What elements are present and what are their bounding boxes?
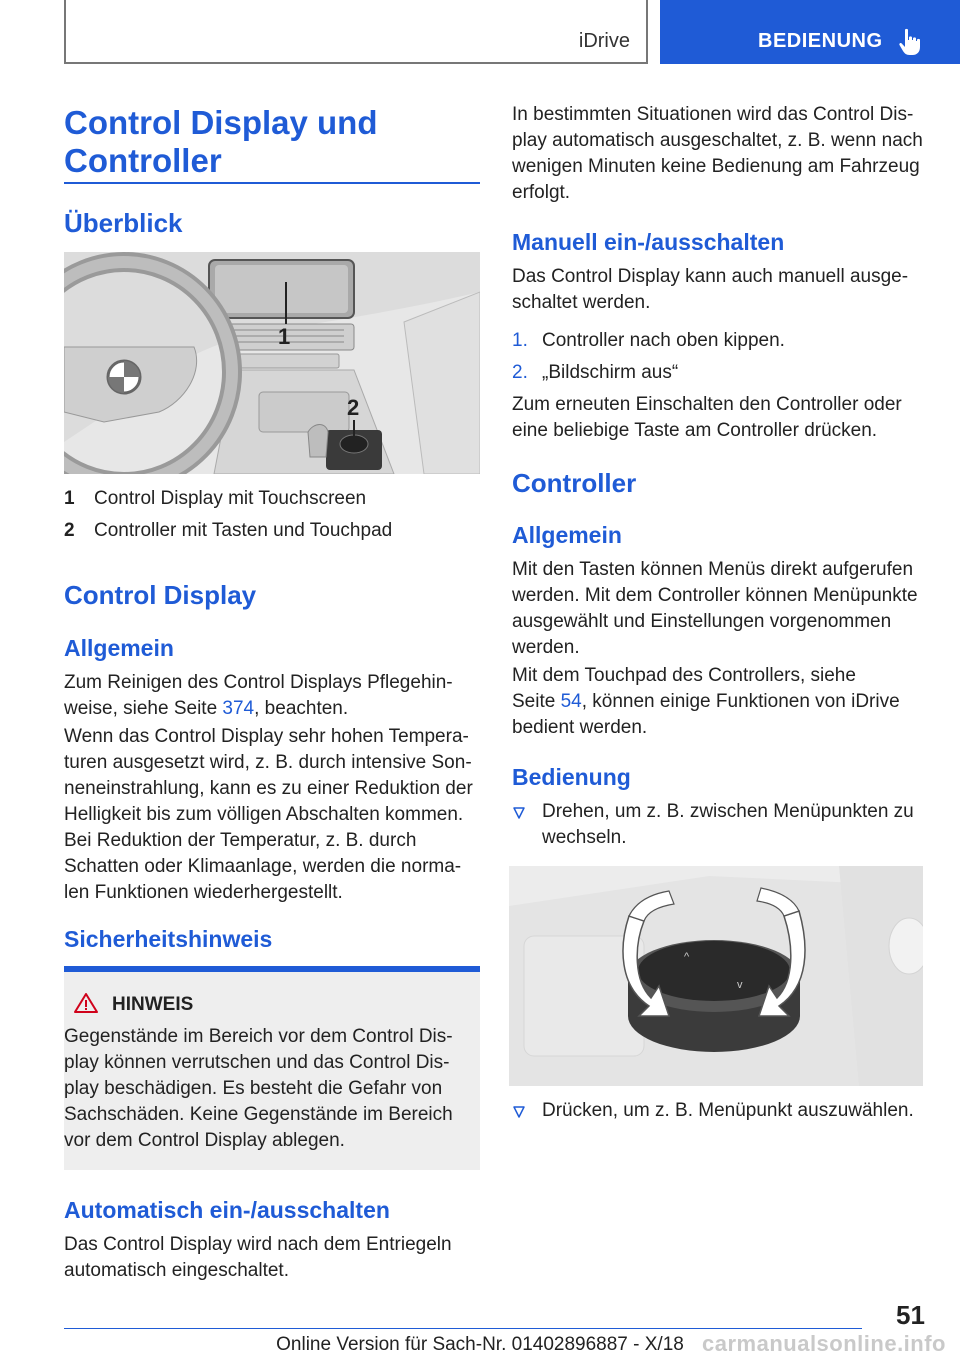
text-line: play können verrutschen und das Control Dis‐ — [64, 1052, 450, 1073]
text-line: weise, siehe Seite — [64, 698, 223, 719]
text-line: ausgewählt und Einstellungen vorgenommen — [512, 611, 892, 632]
text-line: Wenn das Control Display sehr hohen Tempera‐ — [64, 726, 469, 747]
bullet-item — [0, 799, 940, 851]
safety-heading: Sicherheitshinweis — [64, 926, 273, 952]
step-item — [0, 360, 940, 386]
general-heading: Allgemein — [64, 635, 174, 661]
page-title — [64, 104, 484, 180]
page-link-54[interactable]: 54 — [560, 691, 582, 712]
reenable-paragraph — [512, 392, 932, 444]
controller-rotation-image — [509, 866, 923, 1086]
legend-number: 1 — [64, 488, 75, 509]
watermark: carmanualsonline.info — [702, 1331, 946, 1356]
manual-paragraph — [512, 264, 932, 316]
chapter-tab — [660, 0, 960, 64]
manual-heading: Manuell ein-/ausschalten — [512, 229, 785, 255]
page-number: 51 — [896, 1300, 925, 1330]
text-line: erfolgt. — [512, 182, 571, 203]
bullet-text — [542, 799, 914, 851]
legend-item — [0, 486, 480, 512]
touchpad-paragraph — [512, 663, 932, 741]
text-line: schaltet werden. — [512, 292, 651, 313]
page-link-374[interactable]: 374 — [222, 698, 255, 719]
text-line: wenigen Minuten keine Bedienung am Fahrzeug — [512, 156, 920, 177]
chapter-label: BEDIENUNG — [758, 30, 883, 52]
text-line: Mit den Tasten können Menüs direkt aufgerufen — [512, 559, 914, 580]
text-line: werden. — [512, 637, 580, 658]
text-line: wechseln. — [542, 827, 627, 848]
page-title-line1: Control Display und — [64, 104, 378, 141]
text-line: Drehen, um z. B. zwischen Menüpunkten zu — [542, 801, 914, 822]
text-line: Bei Reduktion der Temperatur, z. B. durch — [64, 830, 417, 851]
text-line: eine beliebige Taste am Controller drücken. — [512, 420, 878, 441]
text-line: play automatisch ausgeschaltet, z. B. wenn nach — [512, 130, 923, 151]
callout-2: 2 — [347, 395, 360, 420]
step-item — [0, 328, 940, 354]
auto-heading: Automatisch ein-/ausschalten — [64, 1197, 390, 1223]
hand-pointer-icon — [894, 26, 926, 58]
text-line: , beachten. — [254, 698, 349, 719]
text-line: In bestimmten Situationen wird das Control Dis‐ — [512, 104, 914, 125]
text-line: Mit dem Touchpad des Controllers, siehe — [512, 665, 856, 686]
warning-triangle-icon — [73, 992, 99, 1014]
text-line: play beschädigen. Es besteht die Gefahr von — [64, 1078, 443, 1099]
svg-text:v: v — [737, 979, 743, 991]
text-line: neneinstrahlung, kann es zu einer Reduktion der — [64, 778, 473, 799]
page-title-line2: Controller — [64, 142, 222, 179]
text-line: len Funktionen wiederhergestellt. — [64, 882, 343, 903]
controller-general-heading: Allgemein — [512, 522, 622, 548]
text-line: Sachschäden. Keine Gegenstände im Bereich — [64, 1104, 453, 1125]
legend-number: 2 — [64, 520, 75, 541]
intro-paragraph — [512, 102, 932, 206]
bullet-item — [0, 1098, 940, 1124]
operation-heading: Bedienung — [512, 764, 631, 790]
text-line: Das Control Display kann auch manuell ausge‐ — [512, 266, 909, 287]
svg-text:^: ^ — [684, 951, 690, 963]
step-number: 2. — [512, 362, 528, 383]
auto-paragraph — [64, 1232, 484, 1284]
legend-text: Control Display mit Touchscreen — [94, 488, 367, 509]
text-line: turen ausgesetzt wird, z. B. durch intensive Son‐ — [64, 752, 472, 773]
legend-text: Controller mit Tasten und Touchpad — [94, 520, 393, 541]
text-line: automatisch eingeschaltet. — [64, 1260, 289, 1281]
text-line: , können einige Funktionen von iDrive — [581, 691, 900, 712]
controller-paragraph — [512, 557, 932, 661]
warning-text — [64, 1024, 480, 1154]
cleaning-paragraph — [64, 670, 484, 722]
title-divider — [64, 182, 480, 184]
footer-divider — [64, 1328, 862, 1329]
text-line: vor dem Control Display ablegen. — [64, 1130, 345, 1151]
legend-item — [0, 518, 480, 544]
bullet-triangle-icon — [512, 1105, 526, 1119]
text-line: Seite — [512, 691, 561, 712]
step-text: „Bildschirm aus“ — [542, 362, 679, 383]
text-line: Gegenstände im Bereich vor dem Control Dis‐ — [64, 1026, 453, 1047]
control-display-heading: Control Display — [64, 580, 257, 610]
text-line: Das Control Display wird nach dem Entriegeln — [64, 1234, 452, 1255]
controller-heading: Controller — [512, 468, 637, 498]
step-text: Controller nach oben kippen. — [542, 330, 785, 351]
bullet-text: Drücken, um z. B. Menüpunkt auszuwählen. — [542, 1100, 914, 1121]
online-version-text: Online Version für Sach-Nr. 01402896887 - X/18 — [276, 1334, 684, 1355]
callout-1: 1 — [278, 324, 291, 349]
text-line: bedient werden. — [512, 717, 648, 738]
warning-title: HINWEIS — [112, 994, 194, 1015]
header-frame — [64, 0, 648, 64]
text-line: Zum erneuten Einschalten den Controller oder — [512, 394, 902, 415]
step-number: 1. — [512, 330, 528, 351]
text-line: Zum Reinigen des Control Displays Pflegehin‐ — [64, 672, 453, 693]
header-section-label: iDrive — [578, 30, 630, 52]
bullet-triangle-icon — [512, 806, 526, 820]
text-line: werden. Mit dem Controller können Menüpunkte — [512, 585, 918, 606]
overview-heading: Überblick — [64, 208, 183, 238]
text-line: Helligkeit bis zum völligen Abschalten kommen. — [64, 804, 464, 825]
text-line: Schatten oder Klimaanlage, werden die norma‐ — [64, 856, 462, 877]
